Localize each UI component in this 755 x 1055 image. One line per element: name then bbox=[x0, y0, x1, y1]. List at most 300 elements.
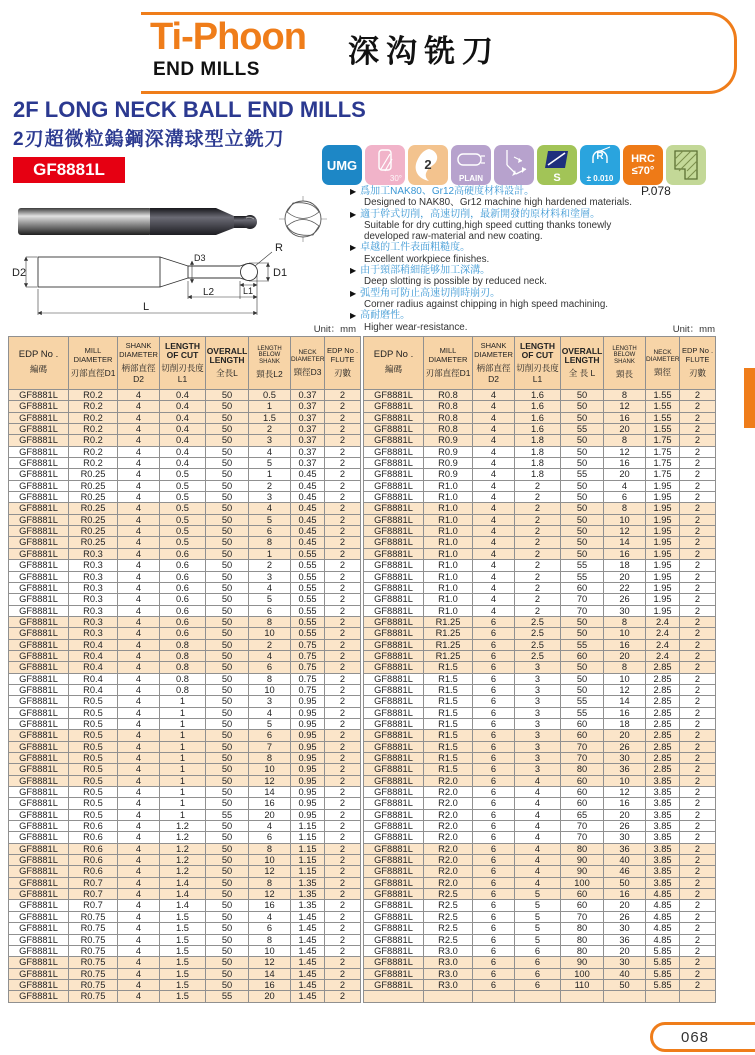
table-cell: 2.85 bbox=[646, 730, 680, 741]
table-cell: 3 bbox=[515, 673, 561, 684]
table-row bbox=[364, 594, 716, 605]
table-cell: 12 bbox=[604, 401, 646, 412]
table-cell: 4 bbox=[118, 526, 160, 537]
hardness-icon bbox=[623, 145, 663, 185]
table-row bbox=[364, 877, 716, 888]
table-cell: 4 bbox=[118, 957, 160, 968]
table-cell bbox=[680, 991, 716, 1002]
table-cell: GF8881L bbox=[9, 843, 69, 854]
table-cell: 8 bbox=[604, 662, 646, 673]
table-row bbox=[9, 412, 361, 423]
table-cell: 2 bbox=[680, 945, 716, 956]
table-cell: 1.35 bbox=[291, 900, 325, 911]
table-cell: 50 bbox=[206, 582, 249, 593]
table-cell: 2 bbox=[249, 424, 291, 435]
table-row bbox=[9, 753, 361, 764]
table-cell: 4 bbox=[249, 911, 291, 922]
table-cell: 2 bbox=[680, 446, 716, 457]
table-cell: 50 bbox=[206, 639, 249, 650]
table-row bbox=[364, 412, 716, 423]
table-cell: 30 bbox=[604, 923, 646, 934]
table-cell: 4 bbox=[515, 877, 561, 888]
table-cell: 0.55 bbox=[291, 548, 325, 559]
table-row bbox=[9, 855, 361, 866]
table-cell: R3.0 bbox=[424, 979, 473, 990]
table-cell: R0.25 bbox=[69, 526, 118, 537]
table-cell: R1.25 bbox=[424, 628, 473, 639]
table-cell: 30 bbox=[604, 605, 646, 616]
table-cell: 2 bbox=[325, 991, 361, 1002]
table-cell: 18 bbox=[604, 718, 646, 729]
plain-shank-icon bbox=[451, 145, 491, 185]
table-cell: 2 bbox=[680, 582, 716, 593]
table-cell: 3.85 bbox=[646, 866, 680, 877]
table-cell: 2 bbox=[325, 934, 361, 945]
table-cell: 50 bbox=[206, 730, 249, 741]
table-cell: 2 bbox=[680, 435, 716, 446]
table-cell bbox=[473, 991, 515, 1002]
table-row bbox=[364, 889, 716, 900]
table-cell: R1.5 bbox=[424, 718, 473, 729]
table-cell: 12 bbox=[604, 684, 646, 695]
table-row bbox=[364, 730, 716, 741]
table-cell: 2.85 bbox=[646, 718, 680, 729]
table-cell: R2.5 bbox=[424, 889, 473, 900]
table-cell: 2 bbox=[325, 548, 361, 559]
table-cell: 1.6 bbox=[515, 390, 561, 401]
table-cell: 3.85 bbox=[646, 787, 680, 798]
table-cell: 2 bbox=[249, 639, 291, 650]
table-cell: R2.5 bbox=[424, 911, 473, 922]
table-cell: R0.5 bbox=[69, 718, 118, 729]
table-cell: 2 bbox=[325, 401, 361, 412]
table-cell bbox=[424, 991, 473, 1002]
table-cell: R0.2 bbox=[69, 412, 118, 423]
table-cell: R0.25 bbox=[69, 514, 118, 525]
table-cell: R1.0 bbox=[424, 537, 473, 548]
table-cell: 8 bbox=[249, 616, 291, 627]
table-cell bbox=[364, 991, 424, 1002]
plain-label: PLAIN bbox=[459, 174, 483, 183]
table-cell: GF8881L bbox=[9, 753, 69, 764]
table-cell: 4 bbox=[118, 503, 160, 514]
table-cell: 50 bbox=[206, 979, 249, 990]
table-cell: R1.5 bbox=[424, 741, 473, 752]
table-row bbox=[364, 458, 716, 469]
table-cell: 6 bbox=[473, 639, 515, 650]
table-cell: 0.6 bbox=[160, 548, 206, 559]
table-row bbox=[9, 832, 361, 843]
table-row bbox=[9, 458, 361, 469]
table-row bbox=[9, 503, 361, 514]
table-cell: 50 bbox=[206, 753, 249, 764]
table-cell: 1.95 bbox=[646, 560, 680, 571]
table-cell: 36 bbox=[604, 764, 646, 775]
table-cell: R0.8 bbox=[424, 424, 473, 435]
table-cell: 8 bbox=[604, 435, 646, 446]
table-cell: 5.85 bbox=[646, 979, 680, 990]
table-row bbox=[9, 775, 361, 786]
table-cell: 6 bbox=[473, 900, 515, 911]
table-cell: 6 bbox=[473, 628, 515, 639]
table-cell: 5.85 bbox=[646, 945, 680, 956]
table-cell: 50 bbox=[561, 435, 604, 446]
table-cell: 4 bbox=[118, 843, 160, 854]
table-cell: 4 bbox=[118, 458, 160, 469]
table-cell: 2 bbox=[680, 571, 716, 582]
table-row bbox=[364, 968, 716, 979]
table-cell: 1 bbox=[249, 401, 291, 412]
label-l: L bbox=[143, 301, 150, 313]
table-cell: 50 bbox=[206, 764, 249, 775]
table-cell: 6 bbox=[473, 696, 515, 707]
table-cell: 6 bbox=[473, 718, 515, 729]
table-cell: 2 bbox=[325, 900, 361, 911]
table-cell: 1.8 bbox=[515, 446, 561, 457]
table-cell: 2 bbox=[680, 741, 716, 752]
table-cell: 2.85 bbox=[646, 753, 680, 764]
table-cell: R1.0 bbox=[424, 548, 473, 559]
table-cell: 6 bbox=[249, 832, 291, 843]
spec-table-right bbox=[363, 336, 716, 1003]
table-cell: 4 bbox=[249, 582, 291, 593]
table-cell: 4 bbox=[118, 639, 160, 650]
table-row bbox=[9, 560, 361, 571]
table-cell: GF8881L bbox=[9, 503, 69, 514]
table-cell: 4 bbox=[118, 480, 160, 491]
table-cell: 2.5 bbox=[515, 628, 561, 639]
table-row bbox=[9, 446, 361, 457]
table-cell: 50 bbox=[206, 514, 249, 525]
table-row bbox=[364, 503, 716, 514]
table-cell: GF8881L bbox=[9, 923, 69, 934]
table-cell: 4 bbox=[118, 991, 160, 1002]
table-cell: 55 bbox=[561, 696, 604, 707]
table-cell: R1.25 bbox=[424, 639, 473, 650]
table-cell: 2.5 bbox=[515, 639, 561, 650]
table-cell: 16 bbox=[604, 889, 646, 900]
table-cell: R0.9 bbox=[424, 446, 473, 457]
table-cell: 2 bbox=[680, 650, 716, 661]
table-cell: 2 bbox=[515, 480, 561, 491]
table-cell: GF8881L bbox=[364, 401, 424, 412]
spec-icon-row bbox=[322, 145, 706, 185]
label-l1: L1 bbox=[243, 286, 254, 296]
table-cell: 4 bbox=[473, 526, 515, 537]
table-cell: GF8881L bbox=[364, 696, 424, 707]
table-cell: R0.7 bbox=[69, 889, 118, 900]
milling-path-icon bbox=[494, 145, 534, 185]
table-cell: 2 bbox=[680, 526, 716, 537]
table-row bbox=[364, 821, 716, 832]
table-cell: 70 bbox=[561, 594, 604, 605]
table-cell: 50 bbox=[561, 514, 604, 525]
radius-label: R bbox=[596, 151, 604, 162]
table-cell: GF8881L bbox=[9, 628, 69, 639]
table-row bbox=[364, 446, 716, 457]
table-cell: GF8881L bbox=[9, 809, 69, 820]
table-cell: GF8881L bbox=[9, 548, 69, 559]
table-cell: 4 bbox=[473, 594, 515, 605]
table-row bbox=[364, 764, 716, 775]
table-cell: GF8881L bbox=[9, 832, 69, 843]
flute-count-label: 2 bbox=[424, 157, 432, 172]
table-cell: 4 bbox=[118, 787, 160, 798]
table-cell: GF8881L bbox=[364, 843, 424, 854]
table-cell: 90 bbox=[561, 957, 604, 968]
table-cell: GF8881L bbox=[364, 424, 424, 435]
table-cell: 50 bbox=[206, 435, 249, 446]
table-cell: 6 bbox=[473, 741, 515, 752]
table-cell: GF8881L bbox=[364, 945, 424, 956]
table-row bbox=[9, 707, 361, 718]
table-cell: 12 bbox=[249, 866, 291, 877]
table-cell: 1 bbox=[160, 798, 206, 809]
table-cell: 4 bbox=[473, 446, 515, 457]
table-cell: 50 bbox=[206, 923, 249, 934]
table-cell bbox=[646, 991, 680, 1002]
table-cell: 65 bbox=[561, 809, 604, 820]
feature-text-cn: ▶ 適于幹式切削，高速切削，最新開發的原材料和塗層。 bbox=[350, 208, 601, 220]
table-cell: 0.75 bbox=[291, 639, 325, 650]
table-cell: 8 bbox=[249, 753, 291, 764]
table-cell: 4 bbox=[118, 809, 160, 820]
table-row bbox=[364, 843, 716, 854]
table-cell: R0.3 bbox=[69, 605, 118, 616]
table-cell: GF8881L bbox=[9, 673, 69, 684]
table-cell: 1 bbox=[160, 787, 206, 798]
table-cell: R0.2 bbox=[69, 435, 118, 446]
table-cell: 2 bbox=[515, 594, 561, 605]
column-header: MILL DIAMETER 刃部直徑D1 bbox=[424, 337, 473, 390]
table-cell: 0.6 bbox=[160, 582, 206, 593]
table-cell: 4 bbox=[515, 855, 561, 866]
table-cell: 4 bbox=[118, 492, 160, 503]
table-cell: 0.75 bbox=[291, 673, 325, 684]
table-row bbox=[9, 514, 361, 525]
table-cell: 1.95 bbox=[646, 571, 680, 582]
table-cell: 60 bbox=[561, 787, 604, 798]
table-cell: 4 bbox=[118, 718, 160, 729]
table-cell: 50 bbox=[206, 900, 249, 911]
table-cell: 70 bbox=[561, 605, 604, 616]
table-cell: 16 bbox=[604, 458, 646, 469]
table-row bbox=[364, 707, 716, 718]
table-cell: GF8881L bbox=[364, 787, 424, 798]
table-cell: 20 bbox=[604, 650, 646, 661]
table-cell: 2 bbox=[680, 401, 716, 412]
table-cell: R1.5 bbox=[424, 730, 473, 741]
table-row bbox=[364, 979, 716, 990]
table-cell: 90 bbox=[561, 866, 604, 877]
table-row bbox=[9, 923, 361, 934]
table-cell: 1.5 bbox=[160, 991, 206, 1002]
table-cell: 30 bbox=[604, 753, 646, 764]
table-cell: 40 bbox=[604, 968, 646, 979]
table-row bbox=[364, 934, 716, 945]
table-cell: 4 bbox=[118, 911, 160, 922]
table-cell: R0.5 bbox=[69, 775, 118, 786]
table-row bbox=[9, 582, 361, 593]
table-cell: GF8881L bbox=[364, 718, 424, 729]
table-cell: 8 bbox=[249, 673, 291, 684]
table-cell: GF8881L bbox=[364, 866, 424, 877]
brand-sub-label: END MILLS bbox=[153, 59, 260, 80]
table-cell: 0.4 bbox=[160, 390, 206, 401]
table-cell: 0.95 bbox=[291, 764, 325, 775]
feature-text-cn: ▶ 卓越的工件表面粗糙度。 bbox=[350, 242, 471, 254]
table-cell: R0.3 bbox=[69, 628, 118, 639]
table-cell: 4 bbox=[515, 832, 561, 843]
table-cell: 2 bbox=[325, 639, 361, 650]
table-cell: 60 bbox=[561, 775, 604, 786]
table-cell: 6 bbox=[473, 616, 515, 627]
table-cell: 2 bbox=[325, 945, 361, 956]
table-cell: 7 bbox=[249, 741, 291, 752]
table-cell: GF8881L bbox=[9, 877, 69, 888]
dimension-labels bbox=[12, 242, 287, 313]
column-header: NECK DIAMETER 頸徑D3 bbox=[291, 337, 325, 390]
table-cell: GF8881L bbox=[364, 503, 424, 514]
table-cell: 6 bbox=[473, 809, 515, 820]
table-cell: 110 bbox=[561, 979, 604, 990]
table-cell: 2 bbox=[680, 514, 716, 525]
table-cell: GF8881L bbox=[364, 469, 424, 480]
feature-text-cn: ▶ 爲加工NAK80、Gr12高硬度材料設計。 bbox=[350, 186, 535, 197]
table-cell: 5 bbox=[249, 594, 291, 605]
table-cell: 0.5 bbox=[160, 526, 206, 537]
table-cell: R3.0 bbox=[424, 945, 473, 956]
table-cell: 8 bbox=[604, 503, 646, 514]
table-cell: R0.2 bbox=[69, 401, 118, 412]
table-cell: 1.15 bbox=[291, 843, 325, 854]
table-cell: 2 bbox=[515, 548, 561, 559]
table-row bbox=[364, 832, 716, 843]
table-cell: GF8881L bbox=[364, 662, 424, 673]
table-cell: 50 bbox=[206, 707, 249, 718]
column-header: LENGTH BELOW SHANK 頸長 bbox=[604, 337, 646, 390]
table-cell: GF8881L bbox=[364, 616, 424, 627]
hatch-glyph bbox=[666, 145, 706, 185]
table-cell: 1.15 bbox=[291, 832, 325, 843]
table-cell: 2.4 bbox=[646, 639, 680, 650]
table-cell: 1.8 bbox=[515, 458, 561, 469]
table-cell: 50 bbox=[206, 412, 249, 423]
table-cell: 1.45 bbox=[291, 911, 325, 922]
table-cell: 0.45 bbox=[291, 503, 325, 514]
table-cell: 0.37 bbox=[291, 458, 325, 469]
table-cell: 50 bbox=[561, 684, 604, 695]
table-cell: 1.5 bbox=[160, 934, 206, 945]
table-cell: 1.55 bbox=[646, 390, 680, 401]
table-cell: 4 bbox=[473, 401, 515, 412]
table-row bbox=[364, 741, 716, 752]
table-cell: 60 bbox=[561, 889, 604, 900]
table-cell: GF8881L bbox=[364, 435, 424, 446]
table-cell: 2.85 bbox=[646, 684, 680, 695]
table-cell: 2 bbox=[680, 662, 716, 673]
table-cell: 100 bbox=[561, 968, 604, 979]
table-cell: 2 bbox=[680, 957, 716, 968]
column-header: EDP No . 編碼 bbox=[9, 337, 69, 390]
table-cell: 2 bbox=[680, 548, 716, 559]
table-cell: 4.85 bbox=[646, 934, 680, 945]
table-row bbox=[9, 787, 361, 798]
table-cell: R2.0 bbox=[424, 855, 473, 866]
table-cell: 16 bbox=[249, 798, 291, 809]
table-cell: 0.8 bbox=[160, 662, 206, 673]
column-header: OVERALL LENGTH 全長L bbox=[206, 337, 249, 390]
feature-text-cn: ▶ 由于頸部稍細能够加工深溝。 bbox=[350, 265, 491, 277]
table-row bbox=[364, 662, 716, 673]
table-cell: 2 bbox=[680, 503, 716, 514]
table-cell: 2 bbox=[680, 696, 716, 707]
table-cell: 6 bbox=[473, 684, 515, 695]
table-cell: 3.85 bbox=[646, 775, 680, 786]
table-cell: R0.2 bbox=[69, 446, 118, 457]
table-row bbox=[9, 821, 361, 832]
table-cell: 50 bbox=[206, 787, 249, 798]
table-cell: 2 bbox=[680, 787, 716, 798]
table-cell: 1.2 bbox=[160, 866, 206, 877]
table-row bbox=[9, 764, 361, 775]
table-cell: 8 bbox=[249, 934, 291, 945]
table-cell: 6 bbox=[604, 492, 646, 503]
feature-text-en: Deep slotting is possible by reduced neck. bbox=[364, 276, 547, 288]
table-cell: 50 bbox=[206, 877, 249, 888]
table-cell: GF8881L bbox=[364, 526, 424, 537]
table-row bbox=[9, 718, 361, 729]
table-cell: 0.95 bbox=[291, 707, 325, 718]
table-cell: 5 bbox=[515, 900, 561, 911]
table-cell: 3 bbox=[249, 571, 291, 582]
table-cell: R1.0 bbox=[424, 582, 473, 593]
table-cell: 12 bbox=[604, 787, 646, 798]
table-cell: 2 bbox=[680, 605, 716, 616]
table-row bbox=[364, 639, 716, 650]
table-cell: GF8881L bbox=[9, 821, 69, 832]
table-cell: R1.0 bbox=[424, 594, 473, 605]
table-row bbox=[9, 979, 361, 990]
table-cell: 3 bbox=[515, 696, 561, 707]
table-cell: 4 bbox=[118, 446, 160, 457]
table-cell: 2 bbox=[515, 526, 561, 537]
table-cell: 80 bbox=[561, 934, 604, 945]
feature-text-en: Higher wear-resistance. bbox=[364, 321, 468, 333]
label-d3: D3 bbox=[194, 253, 206, 263]
table-cell: 0.55 bbox=[291, 582, 325, 593]
table-cell: 50 bbox=[206, 458, 249, 469]
table-cell: 1 bbox=[160, 696, 206, 707]
table-cell: 50 bbox=[206, 662, 249, 673]
table-cell: 1 bbox=[249, 548, 291, 559]
table-cell: 2 bbox=[325, 741, 361, 752]
table-cell: GF8881L bbox=[9, 764, 69, 775]
table-cell: 0.8 bbox=[160, 684, 206, 695]
table-row bbox=[364, 696, 716, 707]
table-cell: 4 bbox=[118, 764, 160, 775]
table-cell: 0.5 bbox=[160, 492, 206, 503]
table-cell: 4 bbox=[473, 435, 515, 446]
table-cell: 2 bbox=[515, 503, 561, 514]
header-row bbox=[364, 337, 716, 390]
table-cell: 1.4 bbox=[160, 877, 206, 888]
table-cell: R2.0 bbox=[424, 821, 473, 832]
table-cell: 2.4 bbox=[646, 616, 680, 627]
table-cell: 0.95 bbox=[291, 741, 325, 752]
table-cell: 5 bbox=[249, 458, 291, 469]
table-cell: 16 bbox=[249, 979, 291, 990]
